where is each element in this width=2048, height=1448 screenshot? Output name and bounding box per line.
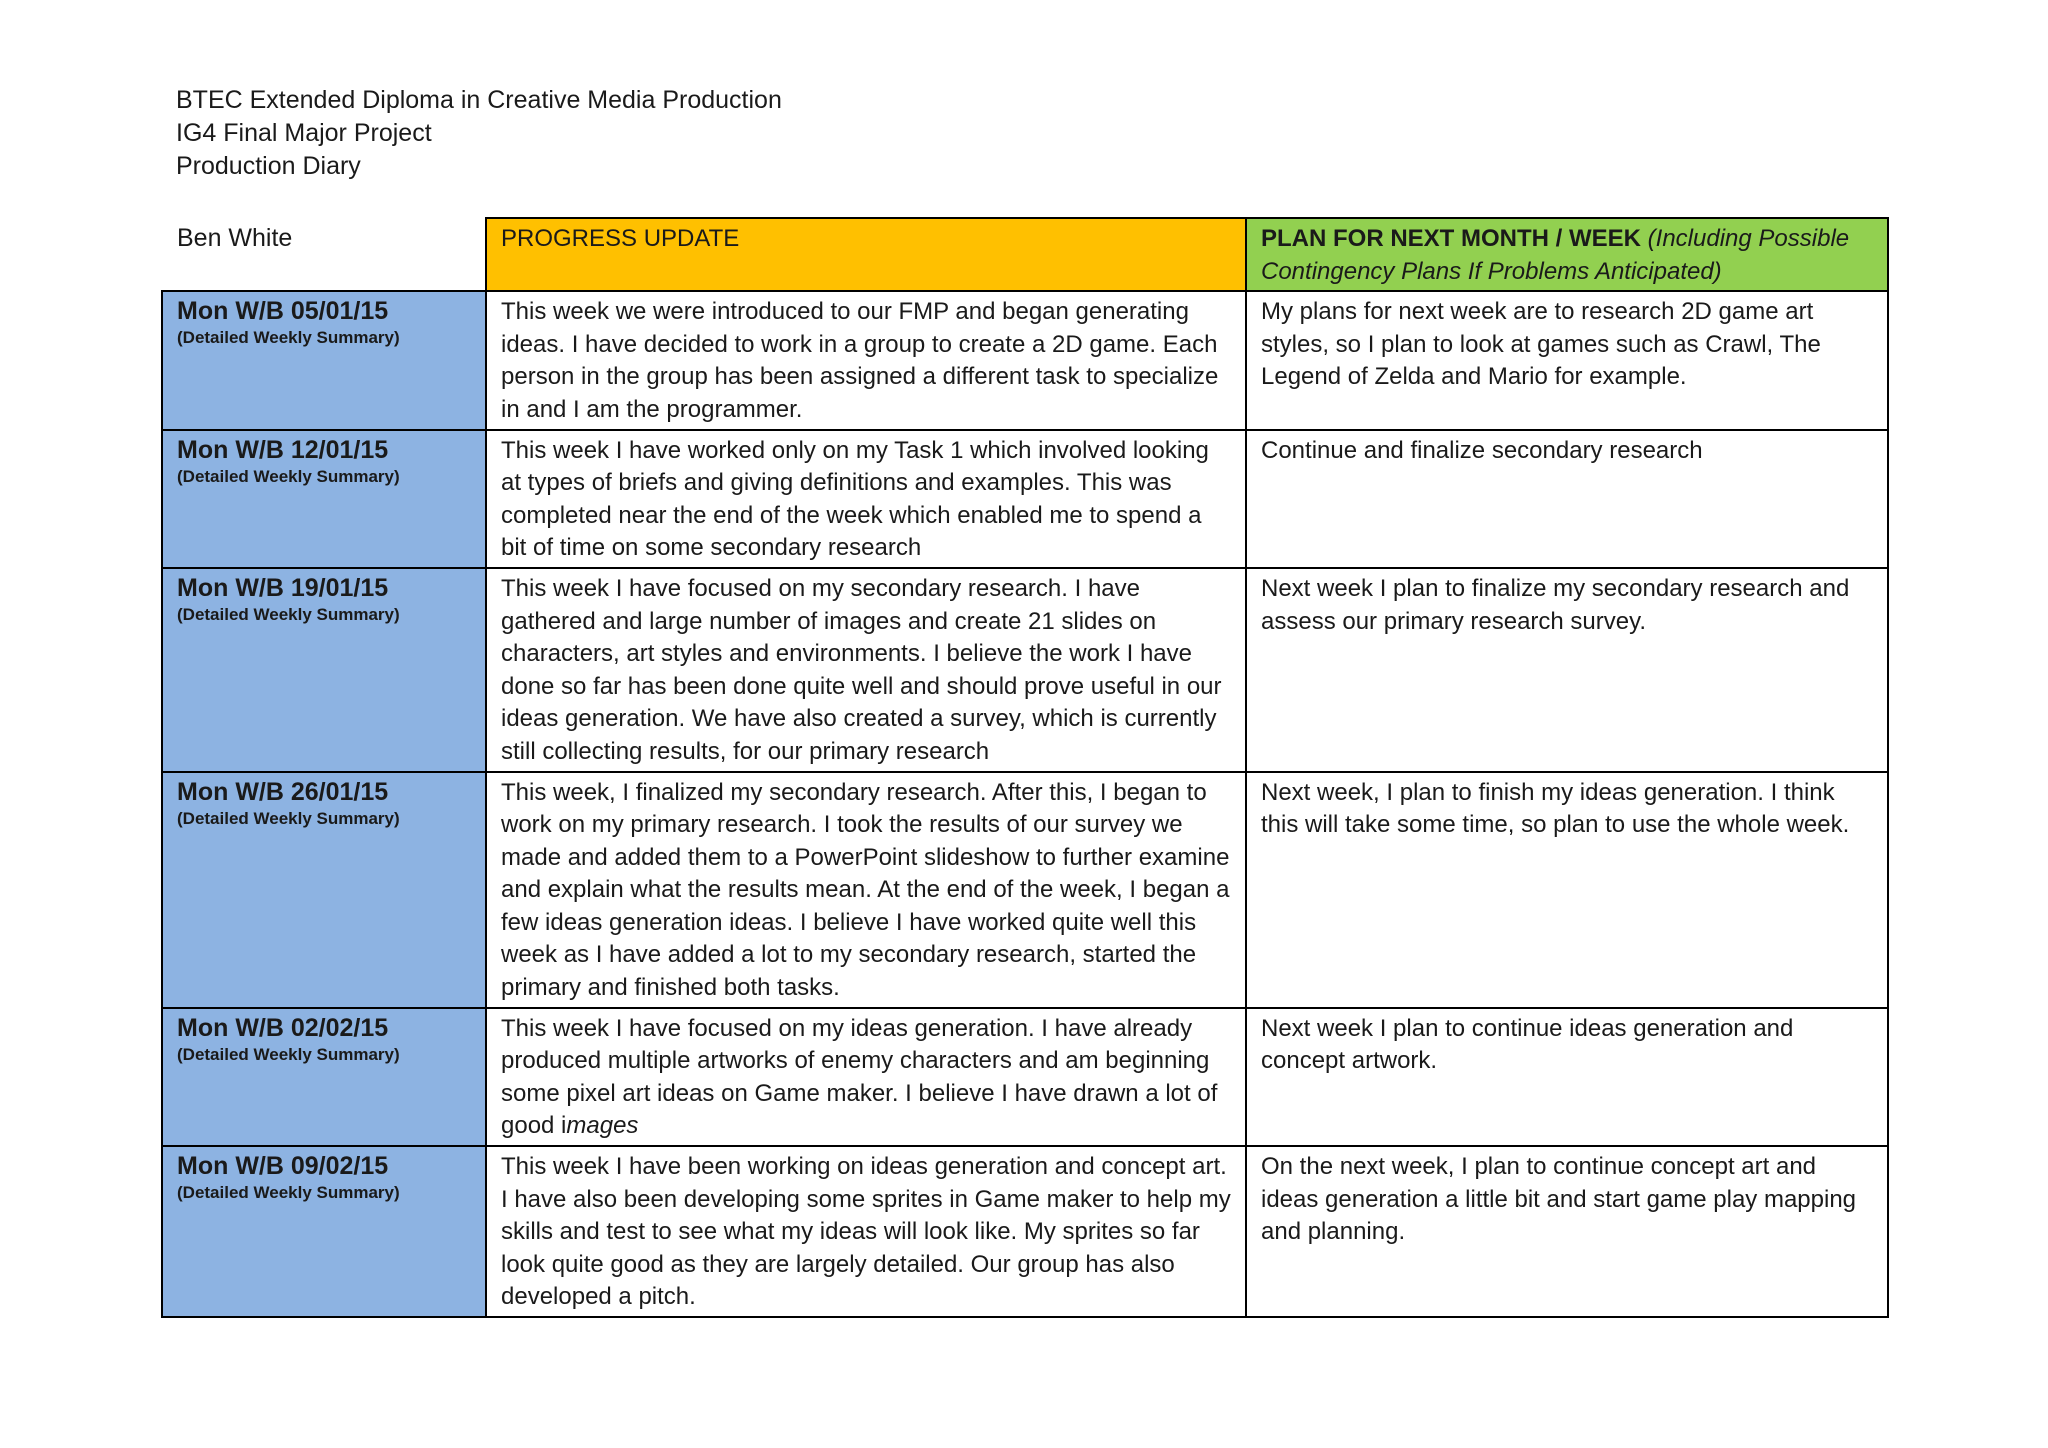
plan-heading-main: PLAN FOR NEXT MONTH / WEEK	[1261, 225, 1641, 252]
plan-cell: My plans for next week are to research 2D game art styles, so I plan to look at games such as Crawl, The Legend of Zelda and Mario for example.	[1246, 291, 1888, 429]
week-sublabel: (Detailed Weekly Summary)	[177, 808, 400, 828]
student-name: Ben White	[162, 218, 486, 291]
progress-text-italic: mages	[566, 1112, 639, 1140]
week-sublabel: (Detailed Weekly Summary)	[177, 328, 400, 348]
progress-text: This week I have focused on my ideas generation. I have already produced multiple artworks of enemy characters and am beginning some pixel art ideas on Game maker. I believe I have drawn a lot of good i	[501, 1014, 1218, 1140]
progress-cell: This week I have worked only on my Task 1 which involved looking at types of briefs and giving definitions and examples. This was completed near the end of the week which enabled me to spend a bit of time on some secondary research	[486, 430, 1246, 568]
week-label: Mon W/B 19/01/15	[177, 573, 389, 602]
week-cell	[162, 568, 486, 772]
week-sublabel: (Detailed Weekly Summary)	[177, 1183, 400, 1203]
progress-cell: This week I have been working on ideas generation and concept art. I have also been developing some sprites in Game maker to help my skills and test to see what my ideas will look like. My sprites so far look quite good as they are largely detailed. Our group has also developed a pitch.	[486, 1146, 1246, 1317]
table-row	[162, 1008, 1888, 1146]
table-row	[162, 568, 1888, 772]
production-diary-table	[161, 217, 1889, 1318]
progress-cell	[486, 1008, 1246, 1146]
week-label: Mon W/B 05/01/15	[177, 297, 389, 326]
progress-update-heading: PROGRESS UPDATE	[486, 218, 1246, 291]
week-cell	[162, 291, 486, 429]
document-title: Production Diary	[176, 152, 361, 180]
table-header-row	[162, 218, 1888, 291]
week-label: Mon W/B 02/02/15	[177, 1013, 389, 1042]
week-cell	[162, 772, 486, 1008]
course-title: BTEC Extended Diploma in Creative Media Production	[176, 86, 782, 114]
week-label: Mon W/B 26/01/15	[177, 777, 389, 806]
table-row	[162, 430, 1888, 568]
plan-cell: Next week, I plan to finish my ideas generation. I think this will take some time, so plan to use the whole week.	[1246, 772, 1888, 1008]
plan-cell: On the next week, I plan to continue concept art and ideas generation a little bit and start game play mapping and planning.	[1246, 1146, 1888, 1317]
week-cell	[162, 430, 486, 568]
plan-cell: Continue and finalize secondary research	[1246, 430, 1888, 568]
week-sublabel: (Detailed Weekly Summary)	[177, 1044, 400, 1064]
week-cell	[162, 1008, 486, 1146]
table-row	[162, 291, 1888, 429]
plan-heading-note: (Including Possible Contingency Plans If Problems Anticipated)	[1261, 225, 1850, 285]
week-label: Mon W/B 09/02/15	[177, 1152, 389, 1181]
table-row	[162, 1146, 1888, 1317]
project-title: IG4 Final Major Project	[176, 119, 432, 147]
week-sublabel: (Detailed Weekly Summary)	[177, 466, 400, 486]
table-row	[162, 772, 1888, 1008]
plan-heading	[1246, 218, 1888, 291]
document-header	[176, 84, 782, 183]
week-sublabel: (Detailed Weekly Summary)	[177, 604, 400, 624]
week-cell	[162, 1146, 486, 1317]
progress-cell: This week, I finalized my secondary research. After this, I began to work on my primary research. I took the results of our survey we made and added them to a PowerPoint slideshow to further examine and explain what the results mean. At the end of the week, I began a few ideas generation ideas. I believe I have worked quite well this week as I have added a lot to my secondary research, started the primary and finished both tasks.	[486, 772, 1246, 1008]
progress-cell: This week we were introduced to our FMP and began generating ideas. I have decided to work in a group to create a 2D game. Each person in the group has been assigned a different task to specialize in and I am the programmer.	[486, 291, 1246, 429]
week-label: Mon W/B 12/01/15	[177, 435, 389, 464]
plan-cell: Next week I plan to finalize my secondary research and assess our primary research survey.	[1246, 568, 1888, 772]
progress-cell: This week I have focused on my secondary research. I have gathered and large number of images and create 21 slides on characters, art styles and environments. I believe the work I have done so far has been done quite well and should prove useful in our ideas generation. We have also created a survey, which is currently still collecting results, for our primary research	[486, 568, 1246, 772]
plan-cell: Next week I plan to continue ideas generation and concept artwork.	[1246, 1008, 1888, 1146]
